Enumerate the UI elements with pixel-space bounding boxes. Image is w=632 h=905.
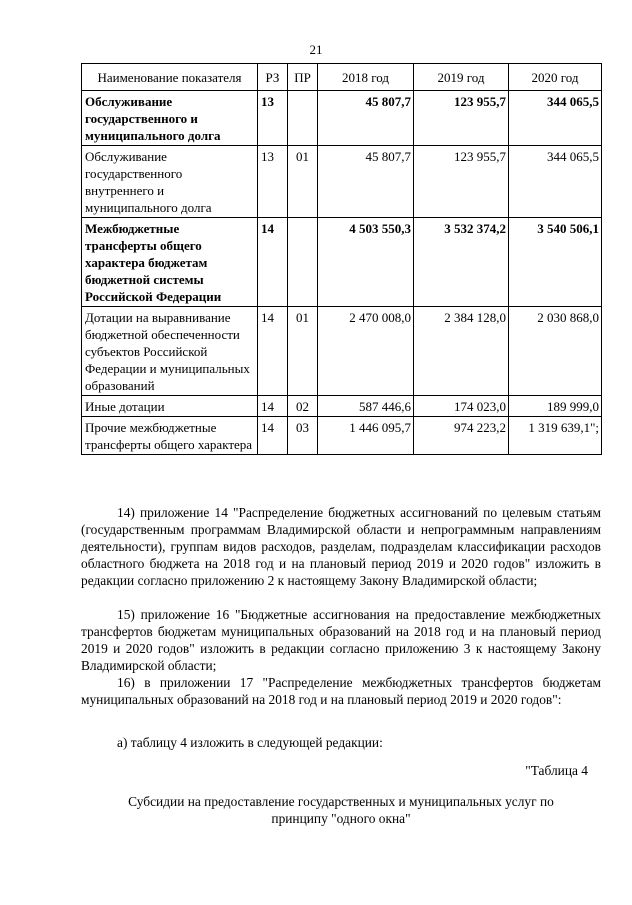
table-caption (81, 793, 601, 827)
row-pr (288, 218, 318, 307)
row-2020: 344 065,5 (509, 91, 602, 146)
row-2018: 2 470 008,0 (318, 307, 414, 396)
row-2019: 2 384 128,0 (414, 307, 509, 396)
table-row (82, 307, 602, 396)
row-pr (288, 91, 318, 146)
table-row (82, 146, 602, 218)
row-2020: 344 065,5 (509, 146, 602, 218)
paragraph-16: 16) в приложении 17 "Распределение межбюджетных трансфертов бюджетам муниципальных образований на 2018 год и на плановый период 2019 и 2020 годов": (81, 675, 601, 707)
table-row (82, 417, 602, 455)
table-row (82, 396, 602, 417)
row-2019: 174 023,0 (414, 396, 509, 417)
paragraph-14: 14) приложение 14 "Распределение бюджетных ассигнований по целевым статьям (государственным программам Владимирской области и непрограммным направлениям деятельности), группам видов расходов, разделам, подразделам классификации расходов областного бюджета на 2018 год и на плановый период 2019 и 2020 годов" изложить в редакции согласно приложению 2 к настоящему Закону Владимирской области; (81, 505, 601, 588)
subparagraph-a: а) таблицу 4 изложить в следующей редакции: (117, 735, 383, 750)
row-rz: 14 (258, 396, 288, 417)
row-2020: 189 999,0 (509, 396, 602, 417)
table-reference: "Таблица 4 (525, 763, 588, 778)
row-name: Прочие межбюджетные трансферты общего характера (82, 417, 258, 455)
table-header-row (82, 64, 602, 91)
row-pr: 02 (288, 396, 318, 417)
caption-line-2: принципу "одного окна" (271, 811, 411, 826)
header-pr: ПР (288, 64, 318, 91)
row-rz: 13 (258, 91, 288, 146)
paragraph-15: 15) приложение 16 "Бюджетные ассигнования на предоставление межбюджетных трансфертов бюджетам муниципальных образований на 2018 год и на плановый период 2019 и 2020 годов" изложить в редакции согласно приложению 3 к настоящему Закону Владимирской области; (81, 607, 601, 673)
row-rz: 14 (258, 307, 288, 396)
row-2018: 1 446 095,7 (318, 417, 414, 455)
row-2019: 123 955,7 (414, 146, 509, 218)
header-2018: 2018 год (318, 64, 414, 91)
row-pr: 01 (288, 307, 318, 396)
row-rz: 13 (258, 146, 288, 218)
row-name: Межбюджетные трансферты общего характера бюджетам бюджетной системы Российской Федерации (82, 218, 258, 307)
table-row (82, 218, 602, 307)
row-name: Обслуживание государственного внутреннего и муниципального долга (82, 146, 258, 218)
row-2019: 123 955,7 (414, 91, 509, 146)
row-2020: 1 319 639,1"; (509, 417, 602, 455)
row-rz: 14 (258, 417, 288, 455)
row-2019: 974 223,2 (414, 417, 509, 455)
row-name: Обслуживание государственного и муниципального долга (82, 91, 258, 146)
row-name: Дотации на выравнивание бюджетной обеспеченности субъектов Российской Федерации и муниципальных образований (82, 307, 258, 396)
row-2018: 45 807,7 (318, 146, 414, 218)
row-2020: 3 540 506,1 (509, 218, 602, 307)
row-rz: 14 (258, 218, 288, 307)
header-2020: 2020 год (509, 64, 602, 91)
row-pr: 03 (288, 417, 318, 455)
row-2020: 2 030 868,0 (509, 307, 602, 396)
row-2018: 587 446,6 (318, 396, 414, 417)
header-2019: 2019 год (414, 64, 509, 91)
row-pr: 01 (288, 146, 318, 218)
header-rz: РЗ (258, 64, 288, 91)
row-2018: 45 807,7 (318, 91, 414, 146)
row-2018: 4 503 550,3 (318, 218, 414, 307)
table-row (82, 91, 602, 146)
row-name: Иные дотации (82, 396, 258, 417)
row-2019: 3 532 374,2 (414, 218, 509, 307)
budget-table (81, 63, 602, 455)
caption-line-1: Субсидии на предоставление государственных и муниципальных услуг по (128, 794, 554, 809)
header-indicator-name: Наименование показателя (82, 64, 258, 91)
page-number: 21 (309, 42, 323, 57)
